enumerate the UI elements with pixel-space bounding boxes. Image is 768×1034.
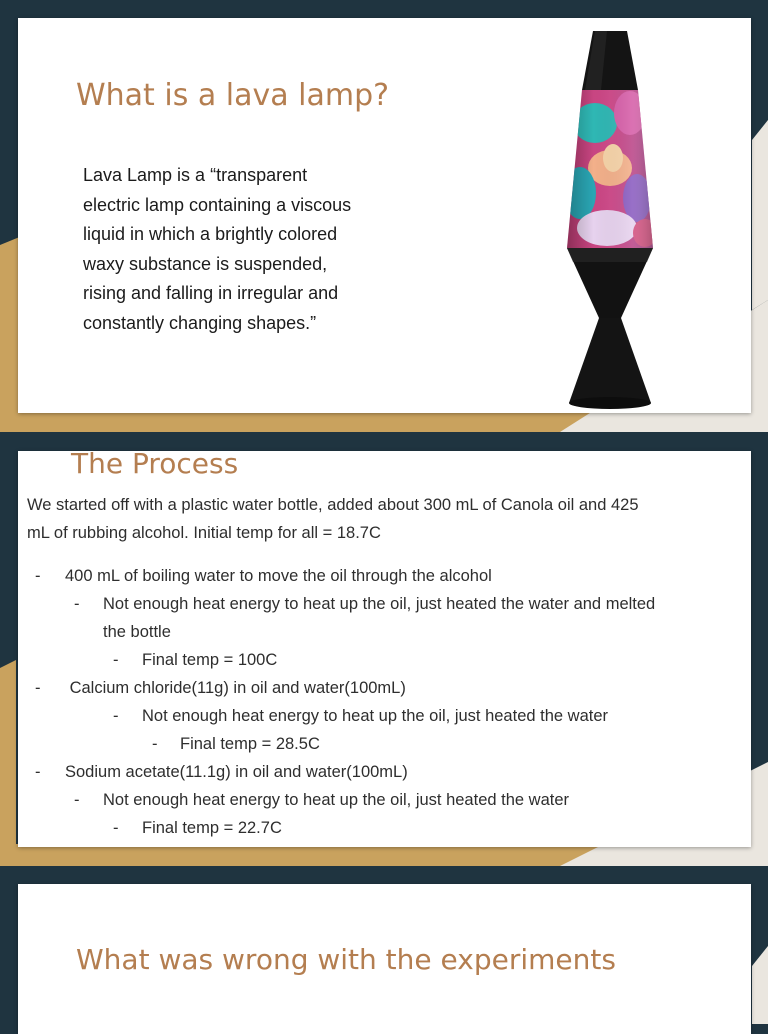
list-bullet: - (35, 567, 41, 585)
slide-1-body (83, 161, 351, 338)
list-bullet: - (35, 763, 41, 781)
list-bullet: - (113, 651, 119, 669)
list-item-text: Calcium chloride(11g) in oil and water(100mL) (65, 679, 406, 697)
slide-2-title: The Process (71, 447, 239, 480)
list-item-text: Sodium acetate(11.1g) in oil and water(100mL) (65, 763, 408, 781)
list-bullet: - (113, 707, 119, 725)
body-line: Lava Lamp is a “transparent (83, 165, 308, 185)
list-item-text: 400 mL of boiling water to move the oil through the alcohol (65, 567, 492, 585)
list-bullet: - (113, 819, 119, 837)
list-bullet: - (152, 735, 158, 753)
slide-3-title: What was wrong with the experiments (76, 943, 616, 976)
list-item-text: Final temp = 28.5C (180, 735, 320, 753)
slide-2-card (18, 447, 751, 847)
body-line: liquid in which a brightly colored (83, 224, 338, 244)
body-line: rising and falling in irregular and (83, 283, 339, 303)
list-bullet: - (35, 679, 41, 697)
body-line: electric lamp containing a viscous (83, 194, 352, 215)
list-item-text: Final temp = 22.7C (142, 819, 282, 837)
list-item-text: Not enough heat energy to heat up the oil, just heated the water and melted (103, 595, 656, 613)
lava-lamp-image (555, 28, 665, 413)
list-item-text: Final temp = 100C (142, 651, 278, 669)
slide-1-title: What is a lava lamp? (76, 78, 390, 113)
intro-line: We started off with a plastic water bottle, added about 300 mL of Canola oil and 425 (27, 496, 639, 514)
body-line: waxy substance is suspended, (83, 253, 328, 274)
body-line: constantly changing shapes.” (83, 312, 317, 333)
intro-line: mL of rubbing alcohol. Initial temp for all = 18.7C (27, 523, 381, 542)
list-item-text: Not enough heat energy to heat up the oil, just heated the water (142, 707, 608, 725)
list-bullet: - (74, 791, 80, 809)
slide-1-card (18, 18, 751, 413)
slide-3-card (18, 884, 751, 1034)
list-bullet: - (74, 595, 80, 613)
list-item-text: the bottle (103, 623, 171, 641)
list-item-text: Not enough heat energy to heat up the oil, just heated the water (103, 791, 569, 809)
slide-2-intro (27, 492, 639, 547)
